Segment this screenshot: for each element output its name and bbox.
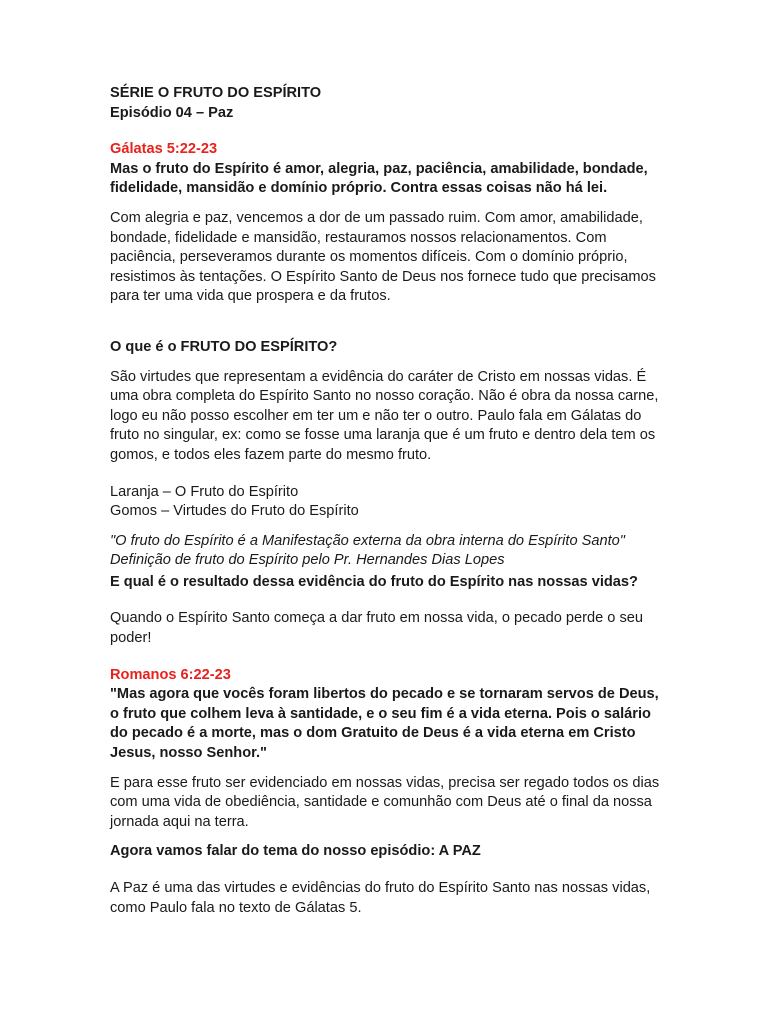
paragraph-virtues: São virtudes que representam a evidência do caráter de Cristo em nossas vidas. É uma obra completa do Espírito Santo no nosso coração. Não é obra da nossa carne, logo eu não posso escolher em ter um e não ter o outro. Paulo fala em Gálatas do fruto no singular, ex: como se fosse uma laranja que é um fruto e dentro dela tem os gomos, e todos eles fazem parte do mesmo fruto. xyxy=(110,368,659,463)
series-title: SÉRIE O FRUTO DO ESPÍRITO xyxy=(110,85,322,101)
verse-galatas: Mas o fruto do Espírito é amor, alegria, paz, paciência, amabilidade, bondade, fidelidade, mansidão e domínio próprio. Contra essas coisas não há lei. xyxy=(110,160,648,197)
list-item-gomos: Gomos – Virtudes do Fruto do Espírito xyxy=(110,503,359,520)
intro-paragraph: Com alegria e paz, vencemos a dor de um passado ruim. Com amor, amabilidade, bondade, fidelidade e mansidão, restauramos nossos relacionamentos. Com paciência, perseveramos durante os momentos difíceis. Com o domínio próprio, resistimos às tentações. O Espírito Santo de Deus nos fornece tudo que precisamos para ter uma vida que prospera e da frutos. xyxy=(110,209,656,305)
quote-text: "O fruto do Espírito é a Manifestação externa da obra interna do Espírito Santo" xyxy=(110,532,625,549)
quote-attribution: Definição de fruto do Espírito pelo Pr. Hernandes Dias Lopes xyxy=(110,552,505,569)
reference-romanos: Romanos 6:22-23 xyxy=(110,666,231,683)
question-result: E qual é o resultado dessa evidência do fruto do Espírito nas nossas vidas? xyxy=(110,573,638,590)
reference-galatas: Gálatas 5:22-23 xyxy=(110,141,218,158)
episode-title: Episódio 04 – Paz xyxy=(110,104,234,121)
answer-paragraph: Quando o Espírito Santo começa a dar fruto em nossa vida, o pecado perde o seu poder! xyxy=(110,610,643,647)
paragraph-peace: A Paz é uma das virtudes e evidências do fruto do Espírito Santo nas nossas vidas, como Paulo fala no texto de Gálatas 5. xyxy=(110,880,651,916)
verse-romanos: "Mas agora que vocês foram libertos do pecado e se tornaram servos de Deus, o fruto que colhem leva à santidade, e o seu fim é a vida eterna. Pois o salário do pecado é a morte, mas o dom Gratuito de Deus é a vida eterna em Cristo Jesus, nosso Senhor." xyxy=(110,686,659,762)
heading-what-is-fruit: O que é o FRUTO DO ESPÍRITO? xyxy=(110,338,338,355)
paragraph-obedience: E para esse fruto ser evidenciado em nossas vidas, precisa ser regado todos os dias com uma vida de obediência, santidade e comunhão com Deus até o final da nossa jornada aqui na terra. xyxy=(110,774,660,830)
list-item-laranja: Laranja – O Fruto do Espírito xyxy=(110,483,299,500)
heading-peace: Agora vamos falar do tema do nosso episódio: A PAZ xyxy=(110,843,481,860)
